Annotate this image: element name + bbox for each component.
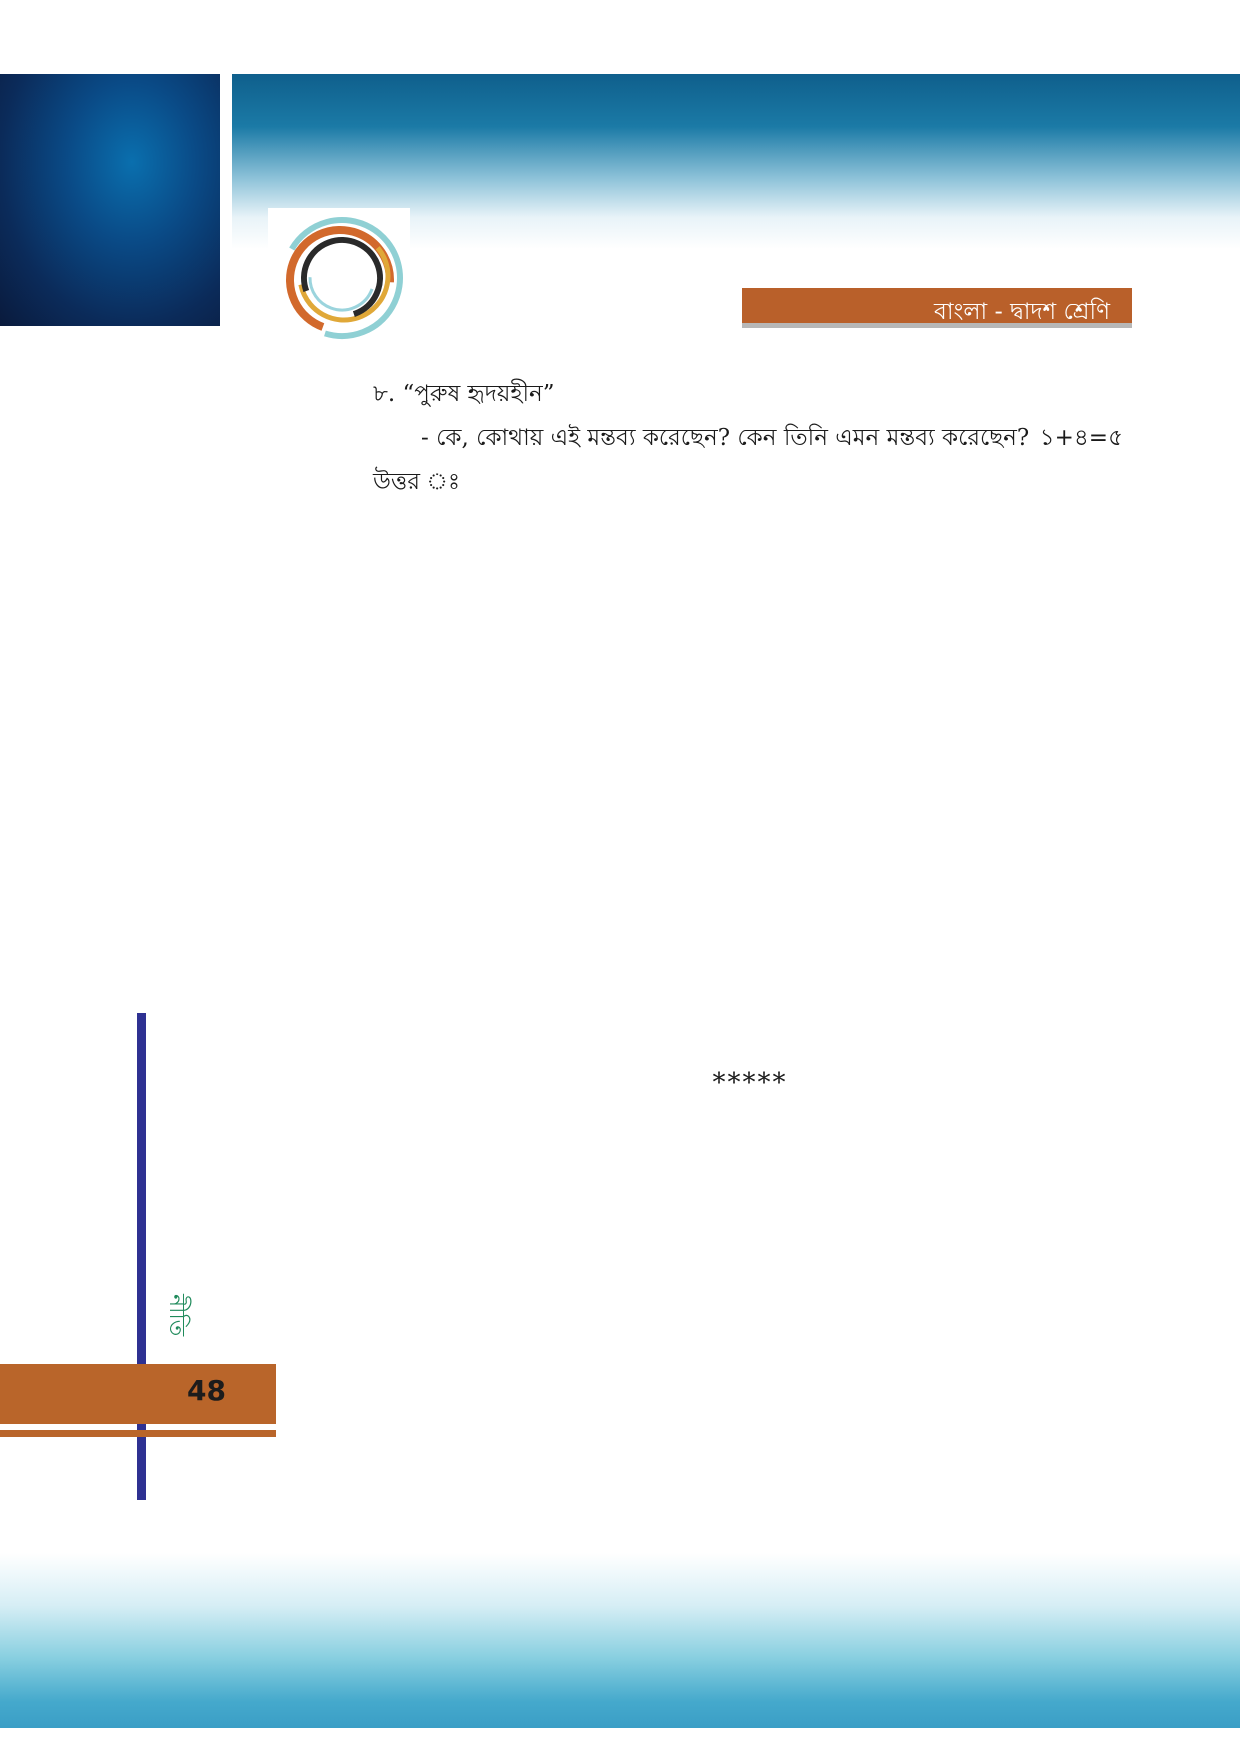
question-prompt-row — [373, 416, 1123, 460]
question-marks: ১+৪=৫ — [1039, 425, 1123, 451]
page-number: 48 — [187, 1374, 226, 1407]
answer-label: উত্তর ঃ — [373, 469, 461, 495]
question-title: ৮. “পুরুষ হৃদয়হীন” — [373, 381, 555, 407]
subject-title: বাংলা - দ্বাদশ শ্রেণি — [934, 299, 1110, 325]
section-separator: ***** — [712, 1068, 788, 1098]
question-prompt: - কে, কোথায় এই মন্তব্য করেছেন? কেন তিনি এমন মন্তব্য করেছেন? — [421, 425, 1030, 451]
footer-band — [0, 1553, 1240, 1728]
question-block — [373, 372, 1123, 504]
subject-banner — [742, 288, 1132, 328]
page-underline — [0, 1430, 276, 1437]
side-mark: নীতি — [164, 1294, 189, 1337]
page-number-box — [0, 1364, 276, 1424]
corner-decoration — [0, 74, 220, 326]
left-vertical-rule — [137, 1013, 146, 1500]
ring-logo-icon — [268, 208, 410, 346]
